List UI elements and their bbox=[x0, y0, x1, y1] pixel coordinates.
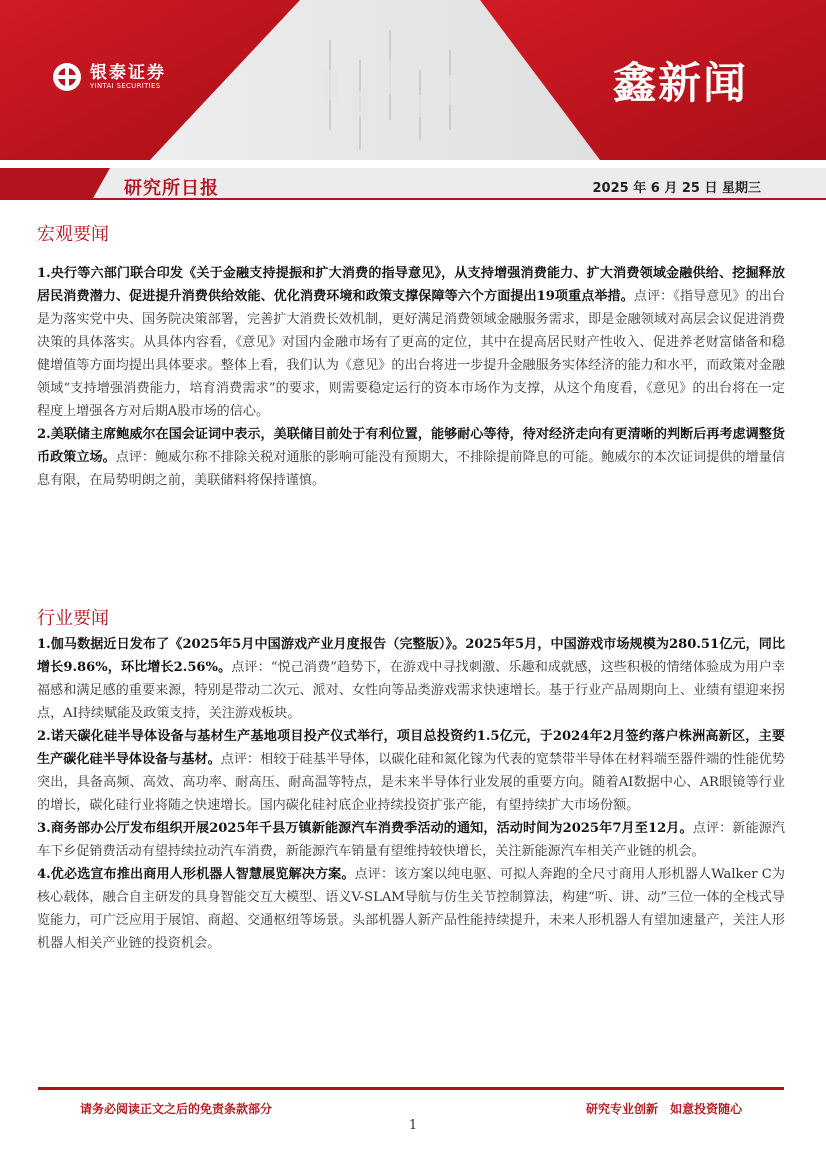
section-title-macro: 宏观要闻 bbox=[37, 224, 109, 245]
news-item bbox=[37, 817, 785, 863]
macro-news-list bbox=[37, 262, 785, 492]
news-comment: 点评：《指导意见》的出台是为落实党中央、国务院决策部署，完善扩大消费长效机制，更好满足消费领域金融服务需求，即是金融领域对高层会议促进消费决策的具体落实。从具体内容看，《意见》对国内金融市场有了更高的定位，其中在提高居民财产性收入、促进养老财富储备和稳健增值等方面均提出具体要求。整体上看，我们认为《意见》的出台将进一步提升金融服务实体经济的能力和水平，而政策对金融领域“支持增强消费能力，培育消费需求”的要求，则需要稳定运行的资本市场作为支撑，从这个角度看，《意见》的出台将在一定程度上增强各方对后期A股市场的信心。 bbox=[37, 289, 785, 419]
footer-slogan: 研究专业创新 如意投资随心 bbox=[586, 1102, 743, 1116]
news-headline: 2.美联储主席鲍威尔在国会证词中表示，美联储目前处于有利位置，能够耐心等待，待对经济走向有更清晰的判断后再考虑调整货币政策立场。 bbox=[37, 427, 785, 465]
news-comment: 点评：新能源汽车下乡促销费活动有望持续拉动汽车消费，新能源汽车销量有望维持较快增长，关注新能源汽车相关产业链的机会。 bbox=[37, 821, 786, 859]
logo-name-en: YINTAI SECURITIES bbox=[90, 81, 161, 90]
news-item bbox=[37, 633, 785, 725]
news-headline: 3.商务部办公厅发布组织开展2025年千县万镇新能源汽车消费季活动的通知，活动时间为2025年7月至12月。 bbox=[37, 821, 693, 836]
logo-name-cn: 银泰证券 bbox=[90, 62, 166, 83]
report-name: 研究所日报 bbox=[124, 178, 219, 199]
news-comment: 点评：鲍威尔称不排除关税对通胀的影响可能没有预期大，不排除提前降息的可能。鲍威尔的本次证词提供的增量信息有限，在局势明朗之前，美联储料将保持谨慎。 bbox=[37, 450, 786, 488]
news-item bbox=[37, 725, 785, 817]
news-comment: 点评：相较于硅基半导体，以碳化硅和氮化镓为代表的宽禁带半导体在材料端至器件端的性能优势突出，具备高频、高效、高功率、耐高压、耐高温等特点，是未来半导体行业发展的重要方向。随着AI数据中心、AR眼镜等行业的增长，碳化硅行业将随之快速增长。国内碳化硅衬底企业持续投资扩张产能，有望持续扩大市场份额。 bbox=[37, 752, 786, 813]
news-headline: 1.央行等六部门联合印发《关于金融支持提振和扩大消费的指导意见》，从支持增强消费能力、扩大消费领域金融供给、挖掘释放居民消费潜力、促进提升消费供给效能、优化消费环境和政策支撑保障等六个方面提出19项重点举措。 bbox=[37, 266, 785, 304]
industry-news-list bbox=[37, 633, 785, 955]
news-item bbox=[37, 262, 785, 423]
news-comment: 点评：“悦己消费”趋势下，在游戏中寻找刺激、乐趣和成就感，这些积极的情绪体验成为用户幸福感和满足感的重要来源，特别是带动二次元、派对、女性向等品类游戏需求快速增长。基于行业产品周期向上、业绩有望迎来拐点，AI持续赋能及政策支持，关注游戏板块。 bbox=[37, 660, 785, 721]
news-headline: 1.伽马数据近日发布了《2025年5月中国游戏产业月度报告（完整版）》。2025年5月，中国游戏市场规模为280.51亿元，同比增长9.86%，环比增长2.56%。 bbox=[37, 637, 785, 675]
news-item bbox=[37, 423, 785, 492]
section-title-industry: 行业要闻 bbox=[37, 608, 109, 629]
news-item bbox=[37, 863, 785, 955]
page-number: 1 bbox=[408, 1118, 418, 1133]
news-headline: 2.诺天碳化硅半导体设备与基材生产基地项目投产仪式举行，项目总投资约1.5亿元，于2024年2月签约落户株洲高新区，主要生产碳化硅半导体设备与基材。 bbox=[37, 729, 785, 767]
brand-title: 鑫新闻 bbox=[613, 59, 748, 109]
report-header bbox=[0, 0, 826, 200]
footer-divider bbox=[38, 1087, 784, 1090]
company-logo bbox=[52, 62, 166, 92]
news-headline: 4.优必选宣布推出商用人形机器人智慧展览解决方案。 bbox=[37, 867, 355, 882]
report-date: 2025 年 6 月 25 日 星期三 bbox=[592, 181, 761, 196]
news-comment: 点评：该方案以纯电驱、可拟人奔跑的全尺寸商用人形机器人Walker C为核心载体，融合自主研发的具身智能交互大模型、语义V-SLAM导航与仿生关节控制算法，构建“听、讲、动”三位一体的全栈式导览能力，可广泛应用于展馆、商超、交通枢纽等场景。头部机器人新产品性能持续提升，未来人形机器人有望加速量产，关注人形机器人相关产业链的投资机会。 bbox=[37, 867, 785, 951]
footer-disclaimer: 请务必阅读正文之后的免责条款部分 bbox=[80, 1102, 273, 1116]
logo-mark-icon bbox=[52, 62, 82, 92]
